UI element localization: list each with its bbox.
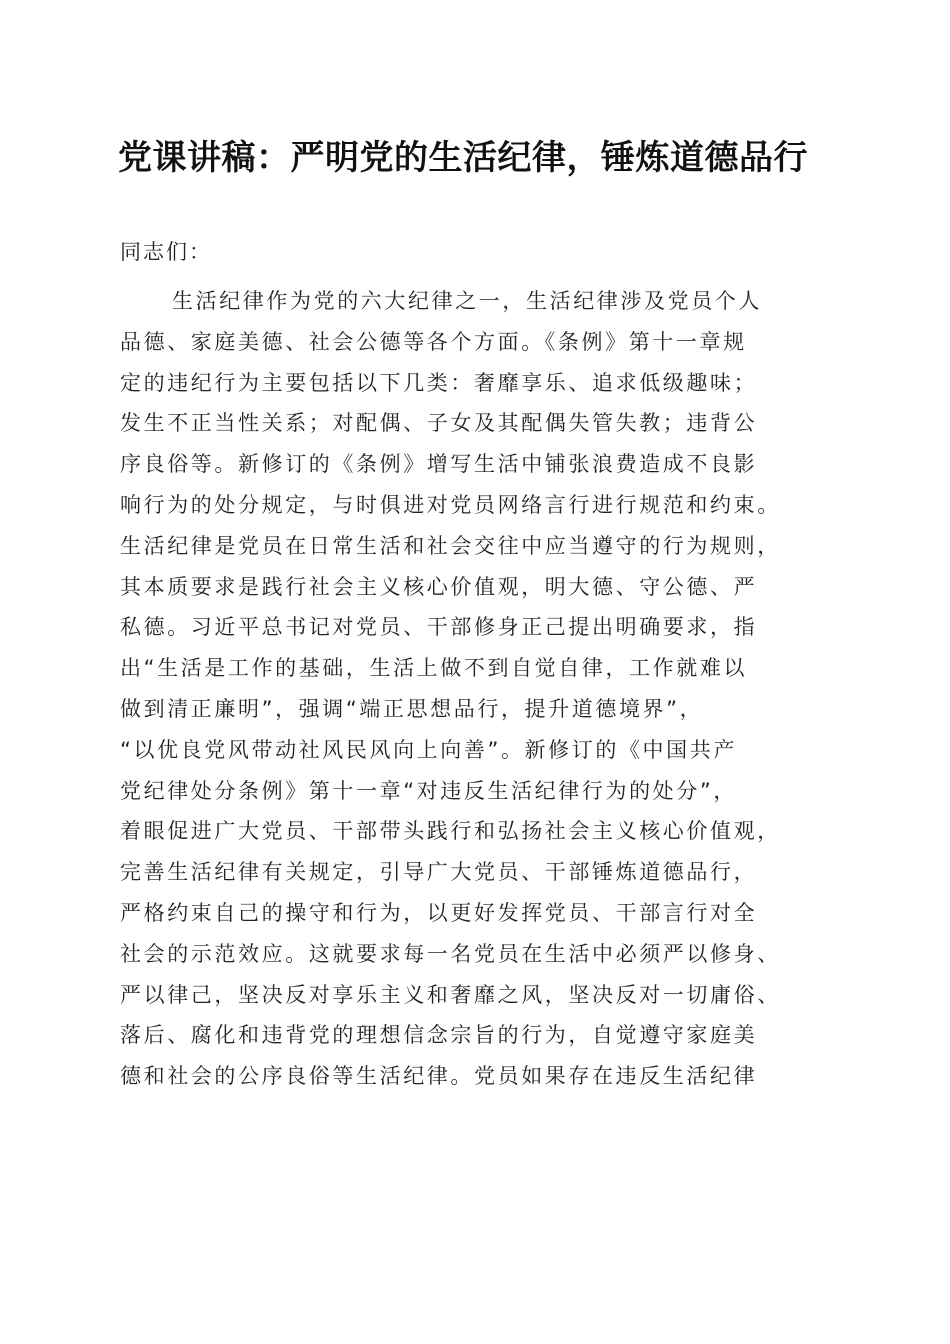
document-title: 党课讲稿：严明党的生活纪律，锤炼道德品行 — [118, 138, 808, 178]
text-line: 其本质要求是践行社会主义核心价值观，明大德、守公德、严 — [120, 574, 758, 599]
text-line: 私德。习近平总书记对党员、干部修身正己提出明确要求，指 — [120, 615, 758, 640]
body-paragraph — [120, 281, 840, 1097]
text-line: 着眼促进广大党员、干部带头践行和弘扬社会主义核心价值观， — [120, 819, 781, 844]
text-line: 序良俗等。新修订的《条例》增写生活中铺张浪费造成不良影 — [120, 452, 758, 477]
text-line: 落后、腐化和违背党的理想信念宗旨的行为，自觉遵守家庭美 — [120, 1023, 758, 1048]
text-line: 生活纪律是党员在日常生活和社会交往中应当遵守的行为规则， — [120, 533, 781, 558]
text-line: 定的违纪行为主要包括以下几类：奢靡享乐、追求低级趣味； — [120, 370, 758, 395]
text-line: 品德、家庭美德、社会公德等各个方面。《条例》第十一章规 — [120, 329, 747, 354]
text-line: 做到清正廉明”，强调“端正思想品行，提升道德境界”， — [120, 696, 704, 721]
text-line: 党纪律处分条例》第十一章“对违反生活纪律行为的处分”， — [120, 778, 737, 803]
salutation: 同志们： — [120, 240, 212, 264]
text-line: 响行为的处分规定，与时俱进对党员网络言行进行规范和约束。 — [120, 492, 781, 517]
text-line: 社会的示范效应。这就要求每一名党员在生活中必须严以修身、 — [120, 941, 781, 966]
text-line: 严格约束自己的操守和行为，以更好发挥党员、干部言行对全 — [120, 900, 758, 925]
text-line: 德和社会的公序良俗等生活纪律。党员如果存在违反生活纪律 — [120, 1064, 758, 1089]
text-line: 出“生活是工作的基础，生活上做不到自觉自律，工作就难以 — [120, 656, 748, 681]
text-line: 严以律己，坚决反对享乐主义和奢靡之风，坚决反对一切庸俗、 — [120, 982, 781, 1007]
text-line: 发生不正当性关系；对配偶、子女及其配偶失管失教；违背公 — [120, 411, 758, 436]
text-line: 生活纪律作为党的六大纪律之一，生活纪律涉及党员个人 — [172, 289, 762, 313]
text-line: 完善生活纪律有关规定，引导广大党员、干部锤炼道德品行， — [120, 860, 758, 885]
text-line: “以优良党风带动社风民风向上向善”。新修订的《中国共产 — [120, 737, 737, 762]
